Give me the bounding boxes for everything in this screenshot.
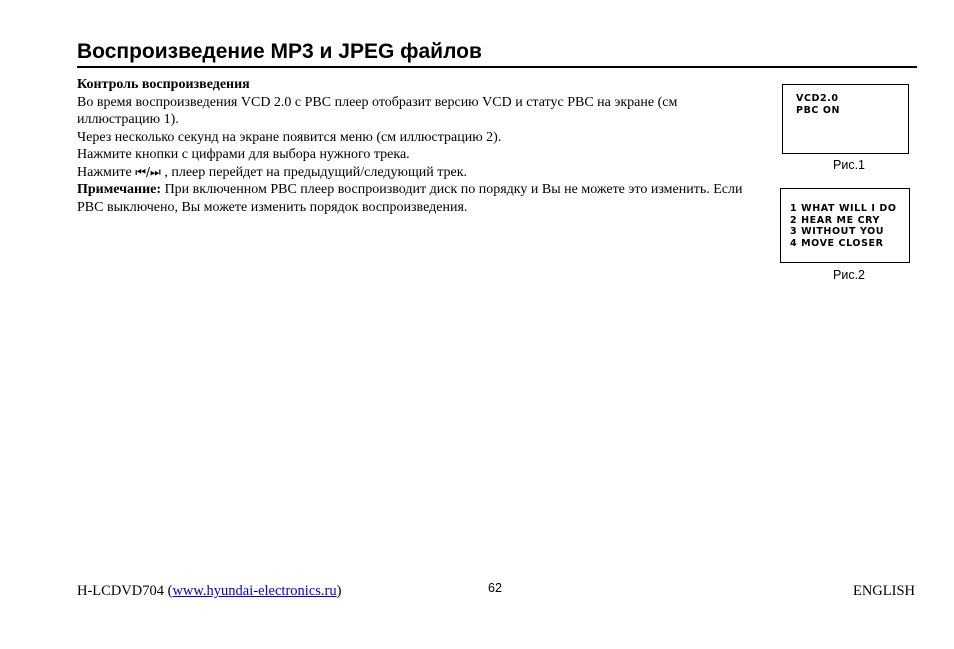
figure-1-line: VCD2.0 [796, 93, 839, 104]
footer-language: ENGLISH [852, 583, 915, 599]
figure-2-line: 3 WITHOUT YOU [790, 226, 885, 237]
prev-next-icon: ⏮/⏭ [135, 164, 161, 179]
figure-1-caption: Рис.1 [833, 158, 865, 172]
note-label: Примечание: [77, 182, 162, 197]
footer-model-close: ) [336, 583, 342, 599]
section-heading: Контроль воспроизведения [77, 77, 250, 92]
note-text: При включенном PBC плеер воспроизводит диск по порядку и Вы не можете это изменить. Если PBC выключено, Вы можете изменить порядок воспроизведения. [77, 182, 743, 215]
skip-prefix: Нажмите [77, 164, 136, 180]
body-text [77, 76, 757, 216]
note-paragraph [77, 181, 757, 216]
figure-2-line: 2 HEAR ME CRY [790, 214, 881, 226]
figure-2-caption: Рис.2 [833, 268, 865, 282]
page-title: Воспроизведение MP3 и JPEG файлов [77, 38, 917, 68]
figure-2-screen [780, 188, 910, 263]
paragraph-skip [77, 164, 757, 182]
footer-model-text: H-LCDVD704 ( [77, 583, 173, 599]
figure-2-line: 4 MOVE CLOSER [790, 237, 884, 249]
paragraph-pbc-display: Во время воспроизведения VCD 2.0 с PBC плеер отобразит версию VCD и статус PBC на экране (см иллюстрацию 1). [77, 94, 678, 127]
figure-1-screen [782, 84, 909, 154]
paragraph-menu: Через несколько секунд на экране появится меню (см иллюстрацию 2). [77, 129, 502, 145]
page-number: 62 [488, 581, 502, 595]
skip-suffix: , плеер перейдет на предыдущий/следующий трек. [160, 164, 468, 180]
figure-1-line: PBC ON [796, 104, 841, 116]
footer-model [77, 583, 341, 600]
paragraph-number-keys: Нажмите кнопки с цифрами для выбора нужного трека. [77, 147, 410, 162]
figure-2-line: 1 WHAT WILL I DO [790, 203, 897, 214]
website-link[interactable]: www.hyundai-electronics.ru [172, 583, 337, 599]
